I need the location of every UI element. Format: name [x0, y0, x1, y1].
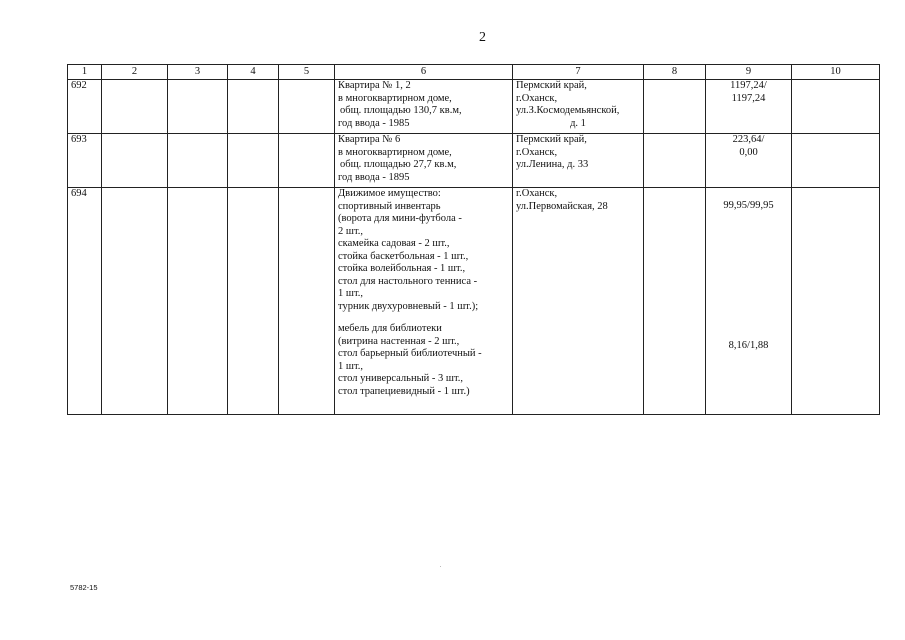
value-line: 223,64/: [732, 134, 765, 145]
description-line: стол трапециевидный - 1 шт.): [338, 385, 470, 397]
column-header-1: 1: [68, 65, 102, 80]
cell-col-10: [792, 134, 880, 188]
address-line: г.Оханск,: [516, 92, 558, 104]
cell-col-4: [228, 134, 279, 188]
description-line: 1 шт.,: [338, 288, 364, 299]
description-line: стол для настольного тенниса -: [338, 275, 478, 287]
address-line: г.Оханск,: [516, 188, 558, 199]
value-line: 8,16/1,88: [728, 339, 769, 351]
table-row: [68, 188, 880, 415]
cell-col-3: [168, 80, 228, 134]
address-line: ул.Ленина, д. 33: [516, 159, 589, 170]
cell-col-5: [279, 80, 335, 134]
description-line: Квартира № 1, 2: [338, 80, 411, 91]
row-number: 693: [68, 134, 102, 188]
column-header-2: 2: [102, 65, 168, 80]
description-line: (витрина настенная - 2 шт.,: [338, 335, 460, 347]
cell-col-5: [279, 134, 335, 188]
property-address: [513, 80, 644, 134]
registry-table: [67, 64, 880, 415]
header-row: [68, 65, 880, 80]
cell-col-2: [102, 188, 168, 415]
cell-col-4: [228, 188, 279, 415]
cell-col-10: [792, 188, 880, 415]
description-line: стол универсальный - 3 шт.,: [338, 373, 464, 384]
address-line: Пермский край,: [516, 134, 587, 145]
cell-col-2: [102, 134, 168, 188]
footer-document-code: 5782-15: [70, 583, 98, 592]
paragraph-gap: [338, 313, 509, 323]
description-line: скамейка садовая - 2 шт.,: [338, 238, 450, 249]
table-row: [68, 134, 880, 188]
cell-col-8: [644, 188, 706, 415]
address-line: г.Оханск,: [516, 146, 558, 158]
description-line: стол барьерный библиотечный -: [338, 348, 482, 359]
description-line: стойка баскетбольная - 1 шт.,: [338, 250, 469, 262]
description-line: (ворота для мини-футбола -: [338, 213, 462, 224]
cell-col-3: [168, 188, 228, 415]
column-header-8: 8: [644, 65, 706, 80]
description-line: год ввода - 1985: [338, 117, 410, 129]
page-number: 2: [479, 30, 486, 45]
column-header-9: 9: [706, 65, 792, 80]
property-description: [335, 80, 513, 134]
description-line: в многоквартирном доме,: [338, 92, 452, 104]
column-header-4: 4: [228, 65, 279, 80]
cell-col-5: [279, 188, 335, 415]
value-line: 99,95/99,95: [723, 200, 774, 211]
description-line: общ. площадью 27,7 кв.м,: [340, 159, 457, 170]
address-line: д. 1: [570, 117, 586, 129]
cell-col-3: [168, 134, 228, 188]
address-line: ул.З.Космодемьянской,: [516, 105, 620, 116]
column-header-3: 3: [168, 65, 228, 80]
property-description: [335, 134, 513, 188]
column-header-5: 5: [279, 65, 335, 80]
cell-col-10: [792, 80, 880, 134]
cell-col-8: [644, 80, 706, 134]
column-header-6: 6: [335, 65, 513, 80]
row-number: 694: [68, 188, 102, 415]
value-line: 0,00: [739, 146, 758, 158]
column-header-10: 10: [792, 65, 880, 80]
row-number: 692: [68, 80, 102, 134]
property-value: [706, 80, 792, 134]
table-row: [68, 80, 880, 134]
description-line: Движимое имущество:: [338, 188, 441, 199]
value-line: 1197,24/: [730, 80, 767, 91]
description-line: спортивный инвентарь: [338, 200, 441, 212]
description-line: год ввода - 1895: [338, 171, 410, 183]
cell-col-8: [644, 134, 706, 188]
scan-speck: [440, 566, 441, 567]
description-line: в многоквартирном доме,: [338, 146, 452, 158]
address-line: ул.Первомайская, 28: [516, 200, 608, 212]
value-line: 1197,24: [731, 92, 766, 104]
address-line: Пермский край,: [516, 80, 587, 91]
description-line: стойка волейбольная - 1 шт.,: [338, 263, 466, 274]
description-line: мебель для библиотеки: [338, 323, 442, 334]
property-value: [706, 134, 792, 188]
property-address: [513, 134, 644, 188]
property-address: [513, 188, 644, 415]
cell-col-2: [102, 80, 168, 134]
description-line: Квартира № 6: [338, 134, 401, 145]
property-value: [706, 188, 792, 415]
description-line: общ. площадью 130,7 кв.м,: [340, 105, 462, 116]
property-description: [335, 188, 513, 415]
description-line: турник двухуровневый - 1 шт.);: [338, 300, 479, 312]
description-line: 2 шт.,: [338, 225, 364, 237]
description-line: 1 шт.,: [338, 360, 364, 372]
column-header-7: 7: [513, 65, 644, 80]
cell-col-4: [228, 80, 279, 134]
